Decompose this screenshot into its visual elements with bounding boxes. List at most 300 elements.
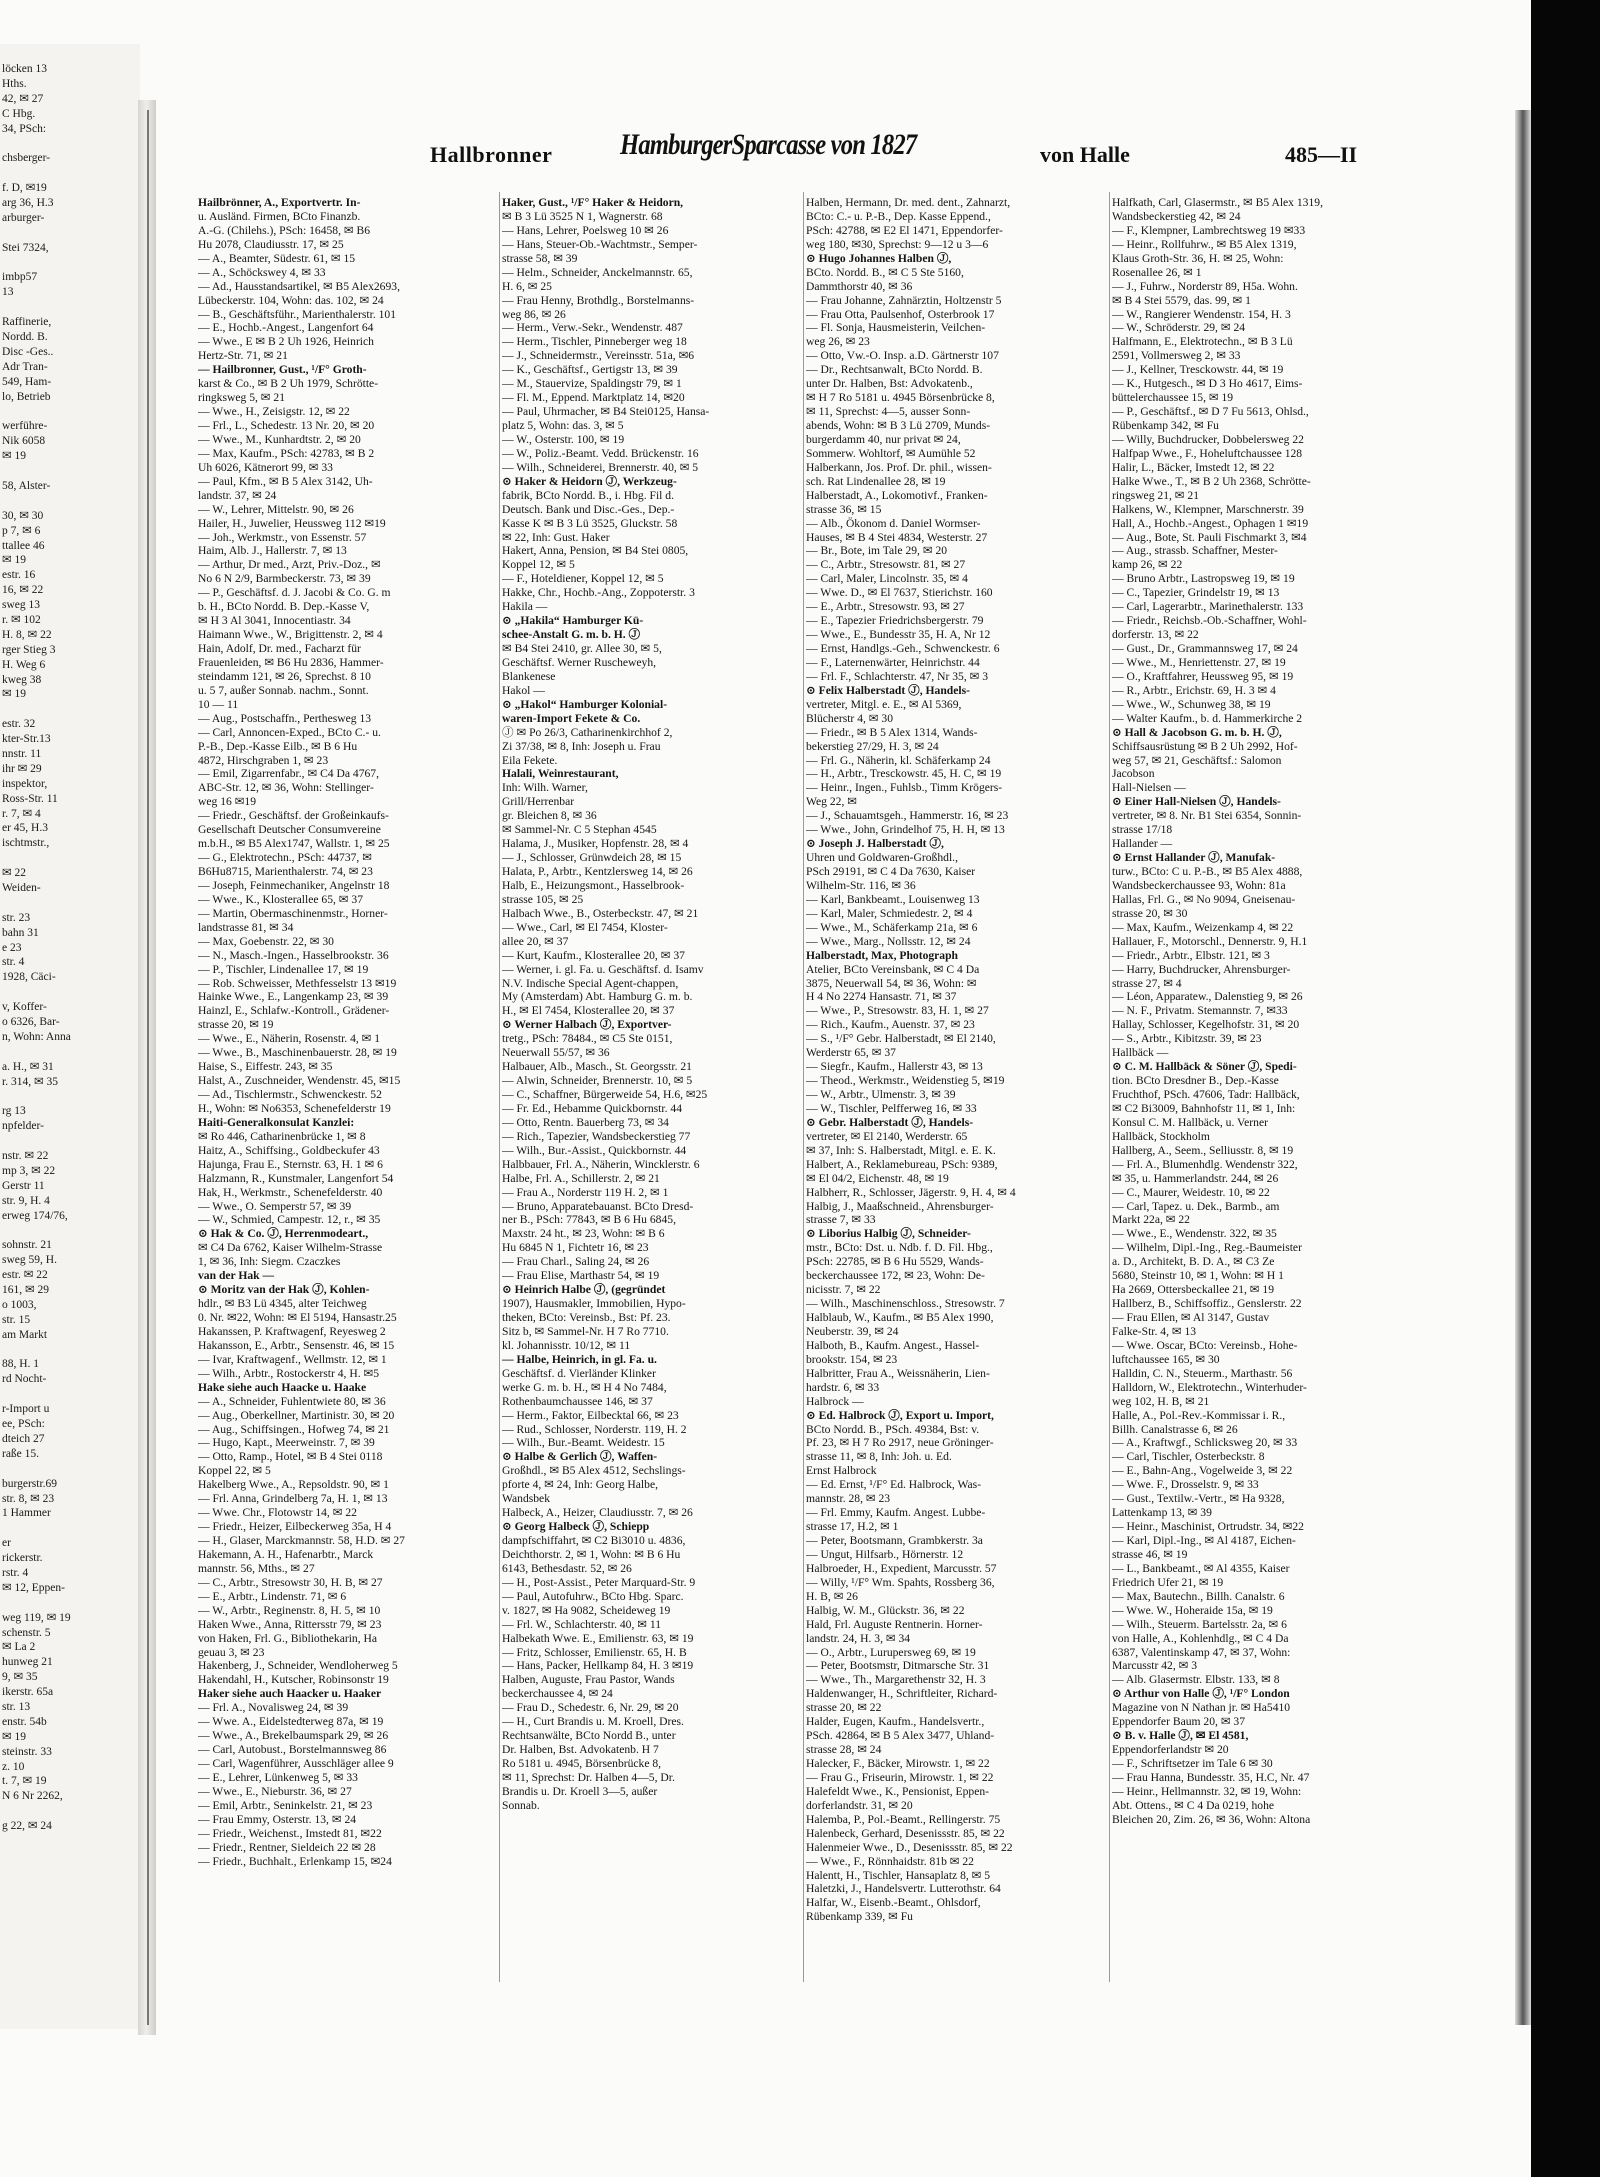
directory-entry-line: platz 5, Wohn: das. 3, ✉ 5: [502, 419, 624, 432]
left-fragment-line: arg 36, H.3: [2, 197, 54, 210]
directory-entry-line: Sonnab.: [502, 1798, 540, 1812]
directory-entry-line: — P., Tischler, Lindenallee 17, ✉ 19: [198, 962, 369, 976]
column-rule: [803, 192, 804, 1982]
directory-entry-line: Eila Fekete.: [502, 753, 558, 767]
directory-entry-line: — Wwe., M., Henriettenstr. 27, ✉ 19: [1112, 655, 1286, 669]
directory-entry-heading: — Halbe, Heinrich, in gl. Fa. u.: [502, 1352, 657, 1366]
directory-entry-heading: schee-Anstalt G. m. b. H. Ⓙ: [502, 628, 641, 642]
directory-entry-line: u. Ausländ. Firmen, BCto Finanzb.: [198, 209, 361, 223]
directory-entry-line: Dammthorstr 40, ✉ 36: [806, 279, 913, 293]
directory-entry-line: — Frau Emmy, Osterstr. 13, ✉ 24: [198, 1812, 357, 1826]
directory-entry-line: — Friedr., Rentner, Sieldeich 22 ✉ 28: [198, 1840, 376, 1854]
directory-entry-line: karst & Co., ✉ B 2 Uh 1979, Schrötte-: [198, 377, 379, 391]
directory-entry-line: — Ivar, Kraftwagenf., Wellmstr. 12, ✉ 1: [198, 1352, 387, 1366]
directory-entry-line: Hallas, Frl. G., ✉ No 9094, Gneisenau-: [1112, 892, 1296, 906]
left-fragment-line: a. H., ✉ 31: [2, 1060, 54, 1073]
directory-entry-heading: Hailbrönner, A., Exportvertr. In-: [198, 196, 361, 209]
left-page-text: [2, 62, 136, 1834]
page-number: 485—II: [1285, 142, 1358, 167]
directory-entry-line: Hallberg, A., Seem., Selliusstr. 8, ✉ 19: [1112, 1143, 1294, 1157]
directory-entry-line: Blücherstr 4, ✉ 30: [806, 711, 893, 725]
left-fragment-line: [2, 464, 136, 479]
directory-entry-line: — L., Bankbeamt., ✉ Al 4355, Kaiser: [1112, 1561, 1290, 1575]
directory-entry-line: — Frl. A., Blumenhdlg. Wendenstr 322,: [1112, 1157, 1298, 1171]
left-fragment-line: p 7, ✉ 6: [2, 524, 41, 537]
directory-entry-heading: Haker, Gust., ¹/F° Haker & Heidorn,: [502, 196, 684, 209]
directory-entry-line: — Wwe. F., Drosselstr. 9, ✉ 33: [1112, 1478, 1259, 1492]
directory-entry-heading: Haiti-Generalkonsulat Kanzlei:: [198, 1115, 355, 1129]
left-fragment-line: [2, 985, 136, 1000]
directory-entry-line: Haletzki, J., Handelsvertr. Lutterothstr. 64: [806, 1882, 1001, 1896]
directory-entry-line: ✉ B4 Stei 2410, gr. Allee 30, ✉ 5,: [502, 642, 662, 655]
directory-entry-line: weg 180, ✉30, Sprechst: 9—12 u 3—6: [806, 237, 989, 251]
directory-entry-line: Halenmeier Wwe., D., Desenissstr. 85, ✉ 22: [806, 1840, 1013, 1854]
left-fragment-line: o 1003,: [2, 1298, 37, 1311]
left-fragment-line: [2, 256, 136, 271]
directory-entry-line: ringksweg 5, ✉ 21: [198, 391, 285, 405]
directory-entry-line: — Frau D., Schedestr. 6, Nr. 29, ✉ 20: [502, 1701, 679, 1715]
directory-entry-line: strasse 28, ✉ 24: [806, 1743, 882, 1757]
left-fragment-line: kter-Str.13: [2, 733, 51, 746]
directory-entry-line: Halbroeder, H., Expedient, Marcusstr. 57: [806, 1561, 997, 1575]
left-fragment-line: f. D, ✉19: [2, 182, 47, 195]
directory-entry-line: — Max, Bautechn., Billh. Canalstr. 6: [1112, 1589, 1285, 1603]
directory-entry-line: hardstr. 6, ✉ 33: [806, 1380, 880, 1394]
directory-entry-line: — M., Stauervize, Spaldingstr 79, ✉ 1: [502, 377, 682, 391]
left-fragment-line: rd Nocht-: [2, 1373, 47, 1386]
directory-entry-line: Wandsbeckerstieg 42, ✉ 24: [1112, 209, 1241, 223]
directory-entry-line: — K., Geschäftsf., Gertigstr 13, ✉ 39: [502, 363, 678, 377]
column-rule: [499, 192, 500, 1982]
directory-entry-line: Abt. Ottens., ✉ C 4 Da 0219, hohe: [1112, 1798, 1275, 1812]
left-fragment-line: [2, 226, 136, 241]
directory-entry-line: Halbauer, Alb., Masch., St. Georgsstr. 21: [502, 1060, 692, 1074]
left-fragment-line: [2, 1804, 136, 1819]
directory-entry-line: Gesellschaft Deutscher Consumvereine: [198, 823, 381, 837]
directory-entry-line: Halldorn, W., Elektrotechn., Winterhuder-: [1112, 1380, 1307, 1394]
left-fragment-line: 13: [2, 286, 14, 299]
directory-entry-line: strasse 17, H.2, ✉ 1: [806, 1520, 899, 1534]
directory-entry-line: 6387, Valentinskamp 47, ✉ 37, Wohn:: [1112, 1645, 1291, 1659]
directory-entry-line: — Hans, Packer, Hellkamp 84, H. 3 ✉19: [502, 1659, 694, 1673]
directory-entry-line: — Frl. Emmy, Kaufm. Angest. Lubbe-: [806, 1506, 986, 1520]
directory-entry-line: — Frau Hanna, Bundesstr. 35, H.C, Nr. 47: [1112, 1770, 1310, 1784]
left-fragment-line: [2, 896, 136, 911]
directory-entry-line: Rübenkamp 342, ✉ Fu: [1112, 419, 1219, 432]
directory-entry-line: Hauses, ✉ B 4 Stei 4834, Westerstr. 27: [806, 530, 988, 544]
directory-entry-line: My (Amsterdam) Abt. Hamburg G. m. b.: [502, 990, 693, 1004]
directory-entry-line: Deutsch. Bank und Disc.-Ges., Dep.-: [502, 502, 675, 516]
directory-entry-heading: ⊙ Einer Hall-Nielsen Ⓙ, Handels-: [1112, 795, 1281, 809]
directory-entry-line: — Wwe., K., Klosterallee 65, ✉ 37: [198, 892, 364, 906]
directory-entry-line: — Wwe., M., Kunhardtstr. 2, ✉ 20: [198, 432, 361, 446]
directory-entry-heading: Halali, Weinrestaurant,: [502, 767, 619, 781]
directory-entry-line: — W., Schröderstr. 29, ✉ 24: [1112, 321, 1246, 335]
left-fragment-line: bahn 31: [2, 926, 39, 939]
directory-entry-line: 3875, Neuerwall 54, ✉ 36, Wohn: ✉: [806, 976, 977, 990]
directory-entry-line: — Wwe., O. Semperstr 57, ✉ 39: [198, 1199, 352, 1213]
left-fragment-line: Raffinerie,: [2, 316, 52, 329]
left-fragment-line: v, Koffer-: [2, 1001, 47, 1014]
directory-entry-line: H. 6, ✉ 25: [502, 279, 552, 293]
directory-entry-line: — Wilh., Maschinenschloss., Stresowstr. 7: [806, 1297, 1005, 1311]
left-fragment-line: ihr ✉ 29: [2, 762, 42, 775]
directory-entry-line: — Wilh., Arbtr., Rostockerstr 4, H. ✉5: [198, 1366, 379, 1380]
directory-entry-line: — Max, Goebenstr. 22, ✉ 30: [198, 934, 334, 948]
left-page-fragment: [0, 44, 140, 2029]
directory-entry-line: Halberstadt, A., Lokomotivf., Franken-: [806, 488, 988, 502]
directory-entry-heading: Hake siehe auch Haacke u. Haake: [198, 1380, 367, 1394]
left-fragment-line: [2, 300, 136, 315]
directory-entry-line: Uh 6026, Kätnerort 99, ✉ 33: [198, 460, 333, 474]
directory-entry-line: Hajunga, Frau E., Sternstr. 63, H. 1 ✉ 6: [198, 1157, 383, 1171]
directory-entry-line: Sitz b, ✉ Sammel-Nr. H 7 Ro 7710.: [502, 1324, 669, 1338]
directory-entry-line: Halben, Hermann, Dr. med. dent., Zahnarzt,: [806, 196, 1011, 209]
directory-entry-line: Hallbäck —: [1112, 1046, 1169, 1060]
directory-entry-line: Hakelberg Wwe., A., Repsoldstr. 90, ✉ 1: [198, 1478, 389, 1492]
left-fragment-line: 42, ✉ 27: [2, 92, 44, 105]
directory-entry-heading: ⊙ C. M. Hallbäck & Söner Ⓙ, Spedi-: [1112, 1060, 1297, 1074]
left-fragment-line: [2, 1223, 136, 1238]
directory-entry-line: — Friedr., Weichenst., Imstedt 81, ✉22: [198, 1826, 382, 1840]
directory-entry-line: Hall, A., Hochb.-Angest., Ophagen 1 ✉19: [1112, 516, 1309, 530]
directory-entry-line: — Wwe., P., Stresowstr. 83, H. 1, ✉ 27: [806, 1004, 989, 1018]
directory-entry-heading: waren-Import Fekete & Co.: [502, 711, 641, 725]
directory-entry-line: — H., Curt Brandis u. M. Kroell, Dres.: [502, 1715, 684, 1729]
left-fragment-line: raße 15.: [2, 1447, 40, 1460]
directory-entry-line: Wandsbeckerchaussee 93, Wohn: 81a: [1112, 878, 1286, 892]
directory-entry-heading: ⊙ Ernst Hallander Ⓙ, Manufak-: [1112, 851, 1276, 865]
left-fragment-line: ✉ 19: [2, 554, 27, 567]
directory-entry-line: — Wilh., Schneiderei, Brennerstr. 40, ✉ 5: [502, 460, 699, 474]
left-fragment-line: estr. 32: [2, 718, 36, 731]
directory-entry-line: Haitz, A., Schiffsing., Goldbeckufer 43: [198, 1143, 380, 1157]
left-fragment-line: [2, 1462, 136, 1477]
left-fragment-line: 1 Hammer: [2, 1507, 51, 1520]
directory-entry-line: Halbig, W. M., Glückstr. 36, ✉ 22: [806, 1603, 965, 1617]
directory-entry-line: Halkens, W., Klempner, Marschnerstr. 39: [1112, 502, 1304, 516]
scan-border: [1531, 0, 1600, 2177]
directory-entry-line: — Frau Charl., Saling 24, ✉ 26: [502, 1255, 650, 1269]
directory-entry-line: Halke Wwe., T., ✉ B 2 Uh 2368, Schrötte-: [1112, 474, 1311, 488]
left-fragment-line: Weiden-: [2, 881, 41, 894]
directory-entry-line: — K., Hutgesch., ✉ D 3 Ho 4617, Eims-: [1112, 377, 1303, 391]
directory-entry-line: — Peter, Bootsmstr, Ditmarsche Str. 31: [806, 1659, 990, 1673]
directory-entry-heading: ⊙ Haker & Heidorn Ⓙ, Werkzeug-: [502, 474, 677, 488]
directory-entry-line: a. D., Architekt, B. D. A., ✉ C3 Ze: [1112, 1255, 1275, 1269]
directory-entry-line: — Rich., Tapezier, Wandsbeckerstieg 77: [502, 1129, 691, 1143]
directory-entry-line: BCto. Nordd. B., ✉ C 5 Ste 5160,: [806, 265, 964, 279]
directory-entry-line: Halzmann, R., Kunstmaler, Langenfort 54: [198, 1171, 394, 1185]
left-fragment-line: er 45, H.3: [2, 822, 48, 835]
directory-entry-line: — Carl, Lagerarbtr., Marinethalerstr. 133: [1112, 600, 1304, 614]
directory-entry-line: Billh. Canalstrasse 6, ✉ 26: [1112, 1422, 1238, 1436]
directory-entry-line: steindamm 121, ✉ 26, Sprechst. 8 10: [198, 669, 371, 683]
directory-column-4: [1112, 196, 1410, 1827]
directory-entry-line: — Walter Kaufm., b. d. Hammerkirche 2: [1112, 711, 1303, 725]
directory-entry-line: — Alwin, Schneider, Brennerstr. 10, ✉ 5: [502, 1074, 693, 1088]
directory-entry-line: weg 16 ✉19: [198, 795, 257, 809]
directory-entry-line: unter Dr. Halben, Bst: Advokatenb.,: [806, 377, 973, 391]
directory-entry-line: Halberkann, Jos. Prof. Dr. phil., wissen-: [806, 460, 992, 474]
directory-entry-heading: ⊙ Georg Halbeck Ⓙ, Schiepp: [502, 1520, 650, 1534]
directory-entry-line: — Friedr., Geschäftsf. der Großeinkaufs-: [198, 809, 389, 823]
left-fragment-line: H. 8, ✉ 22: [2, 628, 52, 641]
left-fragment-line: Disc -Ges..: [2, 345, 54, 358]
directory-entry-line: BCto Nordd. B., PSch. 49384, Bst: v.: [806, 1422, 980, 1436]
directory-entry-line: Hakanssen, P. Kraftwagenf, Reyesweg 2: [198, 1324, 386, 1338]
directory-entry-line: Halbach Wwe., B., Osterbeckstr. 47, ✉ 21: [502, 906, 699, 920]
directory-entry-line: Haken Wwe., Anna, Rittersstr 79, ✉ 23: [198, 1617, 382, 1631]
directory-entry-line: — Theod., Werkmstr., Weidenstieg 5, ✉19: [806, 1074, 1005, 1088]
directory-column-3: [806, 196, 1106, 1924]
directory-entry-heading: ⊙ Arthur von Halle Ⓙ, ¹/F° London: [1112, 1687, 1290, 1701]
left-fragment-line: hunweg 21: [2, 1656, 53, 1669]
directory-entry-line: sch. Rat Lindenallee 28, ✉ 19: [806, 474, 946, 488]
left-fragment-line: dteich 27: [2, 1432, 45, 1445]
directory-entry-line: A.-G. (Chilehs.), PSch: 16458, ✉ B6: [198, 223, 371, 237]
directory-entry-line: Halbrock —: [806, 1394, 864, 1408]
directory-entry-line: — Martin, Obermaschinenmstr., Horner-: [198, 906, 388, 920]
directory-entry-line: vertreter, ✉ 8. Nr. B1 Stei 6354, Sonnin-: [1112, 809, 1302, 823]
directory-entry-heading: ⊙ Halbe & Gerlich Ⓙ, Waffen-: [502, 1450, 658, 1464]
left-fragment-line: löcken 13: [2, 63, 48, 75]
directory-entry-line: — W., Rangierer Wendenstr. 154, H. 3: [1112, 307, 1291, 321]
directory-entry-line: — Willy, ¹/F° Wm. Spahts, Rossberg 36,: [806, 1575, 995, 1589]
directory-entry-line: ✉ 11, Sprechst: Dr. Halben 4—5, Dr.: [502, 1770, 675, 1784]
directory-entry-line: u. 5 7, außer Sonnab. nachm., Sonnt.: [198, 683, 369, 697]
directory-entry-line: — Carl, Annoncen-Exped., BCto C.- u.: [198, 725, 381, 739]
left-fragment-line: str. 4: [2, 956, 25, 969]
directory-entry-line: b. H., BCto Nordd. B. Dep.-Kasse V,: [198, 600, 370, 614]
directory-entry-line: — C., Arbtr., Stresowstr. 81, ✉ 27: [806, 558, 966, 572]
left-fragment-line: [2, 136, 136, 151]
directory-entry-line: — Frau Elise, Marthastr 54, ✉ 19: [502, 1269, 660, 1283]
left-fragment-line: 58, Alster-: [2, 479, 51, 492]
directory-entry-line: — Fr. Ed., Hebamme Quickbornstr. 44: [502, 1101, 683, 1115]
directory-entry-heading: ⊙ Hak & Co. Ⓙ, Herrenmodeart.,: [198, 1227, 369, 1241]
directory-entry-line: 5680, Steinstr 10, ✉ 1, Wohn: ✉ H 1: [1112, 1269, 1284, 1283]
directory-entry-heading: ⊙ Hugo Johannes Halben Ⓙ,: [806, 251, 952, 265]
directory-entry-heading: ⊙ „Hakila“ Hamburger Kü-: [502, 614, 644, 628]
directory-entry-line: — Rich., Kaufm., Auenstr. 37, ✉ 23: [806, 1018, 975, 1032]
directory-entry-line: — Werner, i. gl. Fa. u. Geschäftsf. d. Isamv: [502, 962, 704, 976]
directory-entry-heading: ⊙ B. v. Halle Ⓙ, ✉ El 4581,: [1112, 1729, 1249, 1743]
directory-entry-heading: ⊙ Liborius Halbig Ⓙ, Schneider-: [806, 1227, 971, 1241]
left-fragment-line: str. 23: [2, 911, 31, 924]
directory-entry-line: — Hans, Lehrer, Poelsweg 10 ✉ 26: [502, 223, 669, 237]
directory-entry-line: — Helm., Schneider, Anckelmannstr. 65,: [502, 265, 693, 279]
left-fragment-line: rger Stieg 3: [2, 643, 56, 656]
directory-entry-line: 2591, Vollmersweg 2, ✉ 33: [1112, 349, 1241, 363]
directory-entry-line: Halbritter, Frau A., Weissnäherin, Lien-: [806, 1366, 990, 1380]
directory-entry-line: — Ad., Tischlermstr., Schwenckestr. 52: [198, 1088, 382, 1101]
directory-entry-line: pforte 4, ✉ 24, Inh: Georg Halbe,: [502, 1478, 658, 1492]
directory-entry-line: Brandis u. Dr. Kroell 3—5, außer: [502, 1784, 658, 1798]
left-fragment-line: r-Import u: [2, 1403, 50, 1416]
directory-entry-line: Sommerw. Wohltorf, ✉ Aumühle 52: [806, 446, 976, 460]
directory-entry-heading: ⊙ Heinrich Halbe Ⓙ, (gegründet: [502, 1283, 666, 1297]
directory-entry-line: Halbbauer, Frl. A., Näherin, Wincklerstr. 6: [502, 1157, 700, 1171]
directory-entry-line: — Hugo, Kapt., Meerweinstr. 7, ✉ 39: [198, 1436, 375, 1450]
directory-entry-line: — Wwe. Oscar, BCto: Vereinsb., Hohe-: [1112, 1338, 1298, 1352]
directory-entry-line: Koppel 22, ✉ 5: [198, 1464, 271, 1478]
directory-entry-line: ✉ El 04/2, Eichenstr. 48, ✉ 19: [806, 1171, 949, 1185]
directory-entry-line: — A., Kraftwgf., Schlicksweg 20, ✉ 33: [1112, 1436, 1298, 1450]
directory-entry-line: Hakemann, A. H., Hafenarbtr., Marck: [198, 1547, 374, 1561]
directory-entry-line: Hakenberg, J., Schneider, Wendloherweg 5: [198, 1659, 398, 1673]
left-fragment-line: estr. ✉ 22: [2, 1269, 48, 1282]
directory-entry-line: — Fl. M., Eppend. Marktplatz 14, ✉20: [502, 391, 685, 405]
directory-entry-line: — Frau Ellen, ✉ Al 3147, Gustav: [1112, 1311, 1270, 1324]
gutter-line: [147, 110, 149, 2025]
directory-entry-heading: ⊙ Joseph J. Halberstadt Ⓙ,: [806, 837, 944, 851]
left-fragment-line: e 23: [2, 941, 22, 954]
left-fragment-line: imbp57: [2, 271, 38, 284]
directory-entry-line: strasse 105, ✉ 25: [502, 892, 584, 906]
left-fragment-line: [2, 702, 136, 717]
directory-entry-line: landstr. 37, ✉ 24: [198, 488, 277, 502]
directory-entry-line: Halentt, H., Tischler, Hansaplatz 8, ✉ 5: [806, 1868, 991, 1882]
directory-entry-line: — H., Arbtr., Tresckowstr. 45, H. C, ✉ 19: [806, 767, 1002, 781]
directory-entry-line: Eppendorfer Baum 20, ✉ 37: [1112, 1715, 1246, 1729]
directory-entry-line: Ro 5181 u. 4945, Börsenbrücke 8,: [502, 1757, 662, 1770]
directory-entry-line: strasse 20, ✉ 22: [806, 1701, 882, 1715]
directory-entry-line: Zi 37/38, ✉ 8, Inh: Joseph u. Frau: [502, 739, 661, 753]
directory-entry-line: Halenbeck, Gerhard, Desenissstr. 85, ✉ 22: [806, 1826, 1005, 1840]
directory-entry-line: — Frl. G., Näherin, kl. Schäferkamp 24: [806, 753, 991, 767]
directory-entry-line: — Wwe., E ✉ B 2 Uh 1926, Heinrich: [198, 335, 374, 349]
directory-entry-line: allee 20, ✉ 37: [502, 934, 569, 948]
left-fragment-line: lo, Betrieb: [2, 390, 51, 403]
directory-entry-line: — Joh., Werkmstr., von Essenstr. 57: [198, 530, 367, 544]
directory-entry-line: Neuerwall 55/57, ✉ 36: [502, 1046, 610, 1060]
directory-entry-line: m.b.H., ✉ B5 Alex1747, Wallstr. 1, ✉ 25: [198, 837, 390, 851]
directory-entry-line: — Wwe., Th., Margarethenstr 32, H. 3: [806, 1673, 986, 1687]
directory-entry-line: — Joseph, Feinmechaniker, Angelnstr 18: [198, 878, 390, 892]
left-fragment-line: [2, 1596, 136, 1611]
directory-entry-line: — Wwe., H., Zeisigstr. 12, ✉ 22: [198, 405, 350, 419]
directory-entry-line: Lübeckerstr. 104, Wohn: das. 102, ✉ 24: [198, 293, 384, 307]
directory-entry-line: — Wwe., A., Brekelbaumspark 29, ✉ 26: [198, 1729, 389, 1743]
directory-entry-line: Dr. Halben, Bst. Advokatenb. H 7: [502, 1743, 659, 1757]
directory-entry-line: — Wwe., E., Nieburstr. 36, ✉ 27: [198, 1784, 352, 1798]
left-fragment-line: Gerstr 11: [2, 1179, 45, 1192]
directory-entry-line: Halst, A., Zuschneider, Wendenstr. 45, ✉15: [198, 1074, 401, 1088]
left-fragment-line: sweg 59, H.: [2, 1254, 57, 1267]
directory-entry-line: — Wwe. D., ✉ El 7637, Stierichstr. 160: [806, 586, 993, 600]
directory-entry-line: Halb, E., Heizungsmont., Hasselbrook-: [502, 878, 685, 892]
directory-entry-line: Ⓙ ✉ Po 26/3, Catharinenkirchhof 2,: [502, 725, 673, 739]
directory-entry-line: — Emil, Arbtr., Seninkelstr. 21, ✉ 23: [198, 1798, 373, 1812]
directory-entry-heading: Halberstadt, Max, Photograph: [806, 948, 959, 962]
directory-entry-line: — Wwe., B., Maschinenbauerstr. 28, ✉ 19: [198, 1046, 397, 1060]
directory-entry-line: ABC-Str. 12, ✉ 36, Wohn: Stellinger-: [198, 781, 374, 795]
directory-entry-line: Hailer, H., Juwelier, Heussweg 112 ✉19: [198, 516, 386, 530]
directory-entry-line: — Friedr., ✉ B 5 Alex 1314, Wands-: [806, 725, 978, 739]
left-fragment-line: sohnstr. 21: [2, 1239, 52, 1252]
left-fragment-line: [2, 494, 136, 509]
directory-entry-line: 10 — 11: [198, 697, 239, 711]
left-fragment-line: z. 10: [2, 1760, 25, 1773]
directory-entry-line: — Otto, Vw.-O. Insp. a.D. Gärtnerstr 107: [806, 349, 999, 363]
directory-entry-line: — Carl, Maler, Lincolnstr. 35, ✉ 4: [806, 572, 968, 586]
directory-entry-line: — Ad., Hausstandsartikel, ✉ B5 Alex2693,: [198, 279, 400, 293]
directory-entry-line: 1907), Hausmakler, Immobilien, Hypo-: [502, 1297, 686, 1311]
directory-entry-line: — W., Arbtr., Ulmenstr. 3, ✉ 39: [806, 1088, 956, 1101]
directory-entry-line: Ernst Halbrock: [806, 1464, 877, 1478]
left-fragment-line: [2, 1521, 136, 1536]
directory-entry-line: bekerstieg 27/29, H. 3, ✉ 24: [806, 739, 939, 753]
header-advertisement: HamburgerSparcasse von 1827: [620, 128, 917, 161]
left-fragment-line: erweg 174/76,: [2, 1209, 68, 1222]
directory-entry-line: mannstr. 28, ✉ 23: [806, 1492, 891, 1506]
directory-entry-line: — E., Bahn-Ang., Vogelweide 3, ✉ 22: [1112, 1464, 1293, 1478]
left-fragment-line: [2, 1045, 136, 1060]
directory-entry-line: 0. Nr. ✉22, Wohn: ✉ El 5194, Hansastr.25: [198, 1311, 397, 1324]
directory-entry-line: — Wwe., W., Schunweg 38, ✉ 19: [1112, 697, 1271, 711]
left-fragment-line: weg 119, ✉ 19: [2, 1611, 71, 1624]
directory-entry-line: Weg 22, ✉: [806, 795, 857, 809]
directory-entry-line: Geschäftsf. Werner Ruscheweyh,: [502, 655, 657, 669]
directory-entry-line: — Wwe., F., Rönnhaidstr. 81b ✉ 22: [806, 1854, 974, 1868]
directory-entry-line: — Br., Bote, im Tale 29, ✉ 20: [806, 544, 948, 558]
directory-entry-line: Hallauer, F., Motorschl., Dennerstr. 9, H.1: [1112, 934, 1308, 948]
directory-entry-line: — Aug., Bote, St. Pauli Fischmarkt 3, ✉4: [1112, 530, 1307, 544]
left-fragment-line: 34, PSch:: [2, 122, 47, 135]
directory-entry-line: Pf. 23, ✉ H 7 Ro 2917, neue Gröninger-: [806, 1436, 994, 1450]
directory-entry-line: Haldenwanger, H., Schriftleiter, Richard-: [806, 1687, 998, 1701]
directory-entry-line: — Ungut, Hilfsarb., Hörnerstr. 12: [806, 1547, 964, 1561]
directory-entry-line: — Heinr., Hellmannstr. 32, ✉ 19, Wohn:: [1112, 1784, 1302, 1798]
directory-entry-line: vertreter, Mitgl. e. E., ✉ Al 5369,: [806, 697, 962, 711]
directory-entry-line: — N., Masch.-Ingen., Hasselbrookstr. 36: [198, 948, 389, 962]
left-fragment-line: 549, Ham-: [2, 375, 52, 388]
directory-entry-line: — Aug., Schiffsingen., Hofweg 74, ✉ 21: [198, 1422, 390, 1436]
directory-entry-line: — W., Arbtr., Reginenstr. 8, H. 5, ✉ 10: [198, 1603, 381, 1617]
directory-entry-line: Jacobson: [1112, 767, 1155, 781]
directory-entry-line: mannstr. 56, Mths., ✉ 27: [198, 1561, 315, 1575]
directory-entry-line: — Otto, Ramp., Hotel, ✉ B 4 Stei 0118: [198, 1450, 383, 1464]
directory-entry-line: Schiffsausrüstung ✉ B 2 Uh 2992, Hof-: [1112, 739, 1298, 753]
header-right: von Halle: [1040, 142, 1130, 167]
directory-entry-line: — Friedr., Reichsb.-Ob.-Schaffner, Wohl-: [1112, 614, 1307, 628]
directory-entry-line: Hakert, Anna, Pension, ✉ B4 Stei 0805,: [502, 544, 689, 558]
directory-entry-line: beckerchaussee 172, ✉ 23, Wohn: De-: [806, 1269, 985, 1283]
directory-entry-line: Halbeck, A., Heizer, Claudiusstr. 7, ✉ 26: [502, 1506, 693, 1520]
directory-entry-line: Hallberz, B., Schiffsoffiz., Genslerstr. 22: [1112, 1297, 1302, 1311]
directory-entry-line: — Gust., Dr., Grammannsweg 17, ✉ 24: [1112, 642, 1298, 655]
directory-entry-line: — Paul, Uhrmacher, ✉ B4 Stei0125, Hansa-: [502, 405, 710, 419]
directory-entry-line: — J., Schauamtsgeh., Hammerstr. 16, ✉ 23: [806, 809, 1009, 823]
directory-entry-line: Koppel 12, ✉ 5: [502, 558, 575, 572]
directory-entry-line: — Paul, Kfm., ✉ B 5 Alex 3142, Uh-: [198, 474, 373, 488]
left-fragment-line: chsberger-: [2, 152, 51, 165]
directory-entry-line: Kasse K ✉ B 3 Lü 3525, Gluckstr. 58: [502, 516, 678, 530]
directory-entry-line: 4872, Hirschgraben 1, ✉ 23: [198, 753, 329, 767]
directory-entry-line: — Bruno, Apparatebauanst. BCto Dresd-: [502, 1199, 694, 1213]
left-fragment-line: 9, ✉ 35: [2, 1671, 38, 1684]
left-fragment-line: ikerstr. 65a: [2, 1686, 54, 1699]
directory-entry-line: Hallbäck, Stockholm: [1112, 1129, 1210, 1143]
directory-entry-line: mstr., BCto: Dst. u. Ndb. f. D. Fil. Hbg.,: [806, 1241, 993, 1255]
directory-entry-line: — H., Glaser, Marckmannstr. 58, H.D. ✉ 27: [198, 1534, 405, 1547]
directory-entry-line: — Aug., Postschaffn., Perthesweg 13: [198, 711, 372, 725]
left-fragment-line: Nordd. B.: [2, 331, 48, 344]
left-fragment-line: rstr. 4: [2, 1566, 29, 1579]
directory-entry-line: — Heinr., Ingen., Fuhlsb., Timm Krögers-: [806, 781, 1003, 795]
directory-entry-line: H., Wohn: ✉ No6353, Schenefelderstr 19: [198, 1101, 391, 1115]
